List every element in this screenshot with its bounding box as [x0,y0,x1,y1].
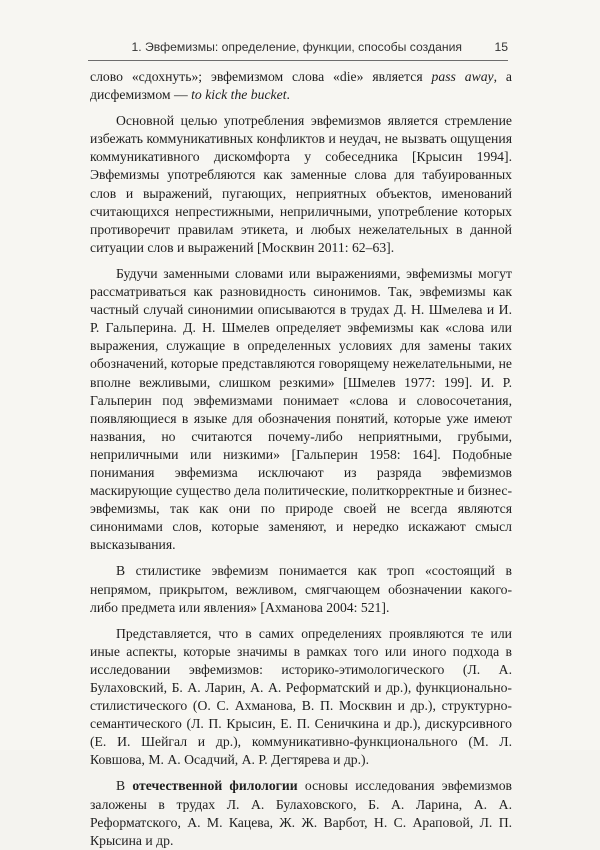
paragraph-1-text-1: слово «сдохнуть»; эвфемизмом слова «die» является [90,69,432,84]
paragraph-6-bold: отечественной филологии [132,778,298,794]
page-number: 15 [494,40,508,54]
paragraph-2: Основной целью употребления эвфемизмов является стремление избежать коммуникативных конфликтов и неудач, не вызвать ощущения коммуникативного дискомфорта у собеседника [Крысин 1994]. Эвфемизмы употребляются как заменные слова для табуированных слов и выражений, пугающих, неприятных объектов, именований считающихся непрестижными, неприличными, употребление которых противоречит правилам этикета, и любых нежелательных в данной ситуации слов и выражений [Москвин 2011: 62–63]. [90,113,512,255]
paragraph-6-text-1: В [116,778,133,794]
paragraph-1-italic-2: to kick the bucket [191,87,287,103]
paragraph-1 [90,68,512,104]
chapter-title: 1. Эвфемизмы: определение, функции, способы создания [131,40,462,54]
paragraph-5: Представляется, что в самих определениях проявляются те или иные аспекты, которые значимы в рамках того или иного подхода в исследовании эвфемизмов: историко-этимологического (Л. А. Булаховский, Б. А. Ларин, А. А. Реформатский и др.), функционально-стилистического (О. С. Ахманова, В. П. Москвин и др.), структурно-семантического (Л. П. Крысин, Е. П. Сеничкина и др.), дискурсивного (Е. И. Шейгал и др.), коммуникативно-функционального (М. Л. Ковшова, М. А. Осадчий, А. Р. Дегтярева и др.). [90,625,512,768]
paragraph-4: В стилистике эвфемизм понимается как троп «состоящий в непрямом, прикрытом, вежливом, смягчающем обозначении какого-либо предмета или явления» [Ахманова 2004: 521]. [90,563,512,615]
paragraph-3: Будучи заменными словами или выражениями, эвфемизмы могут рассматриваться как разновидность синонимов. Так, эвфемизмы как частный случай синонимии описываются в трудах Д. Н. Шмелева и И. Р. Гальперина. Д. Н. Шмелев определяет эвфемизмы как «слова или выражения, служащие в определенных условиях для замены таких обозначений, которые представляются говорящему нежелательными, не вполне вежливыми, слишком резкими» [Шмелев 1977: 199]. И. Р. Гальперин под эвфемизмами понимает «слова и словосочетания, появляющиеся в языке для обозначения понятий, которые уже имеют названия, но считаются почему-либо неприятными, грубыми, неприличными или низкими» [Гальперин 1958: 164]. Подобные понимания эвфемизма исключают из разряда эвфемизмов маскирующие существо дела политические, политкорректные и бизнес-эвфемизмы, так как они по природе своей не всегда являются синонимами слов, которые заменяют, и нередко искажают смысл высказывания. [90,265,512,553]
paragraph-1-text-2: , а дисфемизмом — [90,69,512,103]
paragraph-1-text-3: . [286,87,290,103]
paragraph-6 [90,777,512,849]
running-header [88,38,508,61]
paragraph-6-text-2: основы исследования эвфемизмов заложены в трудах Л. А. Булаховского, Б. А. Ларина, А. А. Реформатского, А. М. Кацева, Ж. Ж. Варбот, Н. С. Араповой, Л. П. Крысина и др. [90,778,512,848]
paragraph-1-italic-1: pass away [431,69,494,84]
page-body [90,68,512,850]
